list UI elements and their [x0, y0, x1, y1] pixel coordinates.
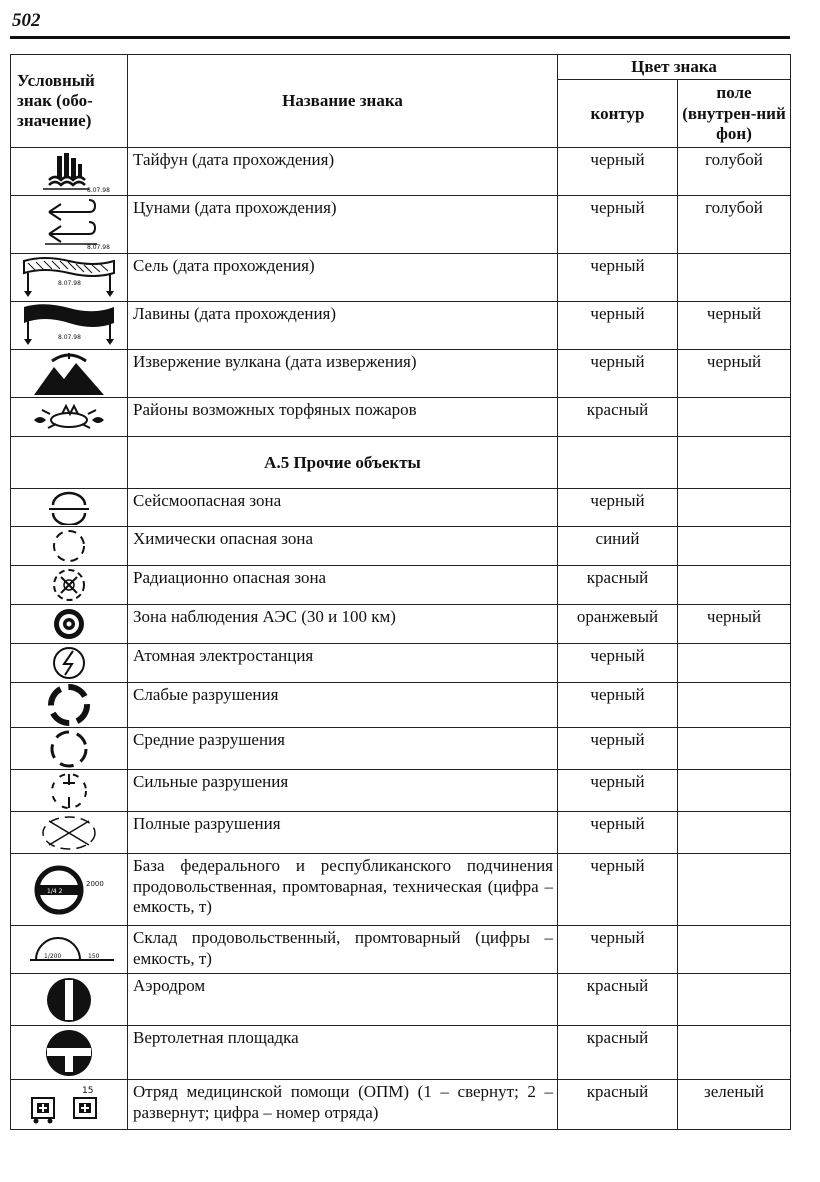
- airfield-icon: [11, 974, 128, 1026]
- svg-text:8.07.98: 8.07.98: [87, 243, 110, 251]
- table-row: [11, 644, 791, 683]
- svg-text:2000: 2000: [86, 879, 104, 888]
- row-contour: черный: [558, 148, 678, 196]
- table-row: [11, 1026, 791, 1080]
- row-name: Склад продовольственный, промтоварный (цифры – емкость, т): [128, 926, 558, 974]
- row-contour: черный: [558, 812, 678, 854]
- row-fill: [678, 398, 791, 437]
- table-row: [11, 728, 791, 770]
- helipad-icon: [11, 1026, 128, 1080]
- row-contour: красный: [558, 974, 678, 1026]
- header-fill: поле (внутрен-ний фон): [678, 80, 791, 148]
- row-fill: [678, 527, 791, 566]
- svg-text:1/4 2: 1/4 2: [47, 887, 63, 895]
- mudflow-icon: [11, 254, 128, 302]
- header-symbol: Условный знак (обо-значение): [11, 55, 128, 148]
- table-row: [11, 148, 791, 196]
- row-fill: [678, 854, 791, 926]
- medium-destruction-icon: [11, 728, 128, 770]
- radiation-zone-icon: [11, 566, 128, 605]
- nuclear-power-plant-icon: [11, 644, 128, 683]
- avalanche-icon: [11, 302, 128, 350]
- row-fill: [678, 770, 791, 812]
- svg-text:8.07.98: 8.07.98: [58, 333, 81, 341]
- row-contour: черный: [558, 350, 678, 398]
- svg-text:15: 15: [82, 1085, 94, 1096]
- svg-text:150: 150: [88, 952, 100, 960]
- row-contour: черный: [558, 644, 678, 683]
- table-row: [11, 1080, 791, 1130]
- row-fill: черный: [678, 350, 791, 398]
- svg-text:1/200: 1/200: [44, 952, 62, 960]
- row-fill: [678, 644, 791, 683]
- row-name: Сель (дата прохождения): [128, 254, 558, 302]
- peat-fire-icon: [11, 398, 128, 437]
- row-name: Слабые разрушения: [128, 683, 558, 728]
- row-fill: [678, 566, 791, 605]
- row-name: База федерального и республиканского подчинения продовольственная, промтоварная, техническая (цифра – емкость, т): [128, 854, 558, 926]
- seismic-zone-icon: [11, 489, 128, 527]
- row-name: Зона наблюдения АЭС (30 и 100 км): [128, 605, 558, 644]
- row-fill: зеленый: [678, 1080, 791, 1130]
- row-contour: черный: [558, 489, 678, 527]
- npp-observation-zone-icon: [11, 605, 128, 644]
- header-rule: [10, 36, 790, 39]
- row-name: Аэродром: [128, 974, 558, 1026]
- row-contour: черный: [558, 854, 678, 926]
- header-name: Название знака: [128, 55, 558, 148]
- row-contour: оранжевый: [558, 605, 678, 644]
- row-name: Тайфун (дата прохождения): [128, 148, 558, 196]
- row-name: Полные разрушения: [128, 812, 558, 854]
- symbols-table-container: [10, 54, 790, 1127]
- table-row: [11, 770, 791, 812]
- row-name: Сейсмоопасная зона: [128, 489, 558, 527]
- row-fill: [678, 489, 791, 527]
- row-contour: красный: [558, 398, 678, 437]
- tsunami-icon: [11, 196, 128, 254]
- row-fill: [678, 1026, 791, 1080]
- row-fill: черный: [678, 605, 791, 644]
- row-fill: [678, 812, 791, 854]
- section-row: [11, 437, 791, 489]
- chemical-zone-icon: [11, 527, 128, 566]
- typhoon-icon: [11, 148, 128, 196]
- table-row: [11, 398, 791, 437]
- page-number: 502: [12, 10, 41, 31]
- table-row: [11, 683, 791, 728]
- row-contour: красный: [558, 1026, 678, 1080]
- row-contour: черный: [558, 926, 678, 974]
- section-title: А.5 Прочие объекты: [128, 437, 558, 489]
- table-row: [11, 854, 791, 926]
- row-name: Цунами (дата прохождения): [128, 196, 558, 254]
- row-fill: голубой: [678, 196, 791, 254]
- volcano-icon: [11, 350, 128, 398]
- table-row: [11, 566, 791, 605]
- weak-destruction-icon: [11, 683, 128, 728]
- row-fill: [678, 926, 791, 974]
- table-row: [11, 527, 791, 566]
- header-contour: контур: [558, 80, 678, 148]
- row-name: Атомная электростанция: [128, 644, 558, 683]
- svg-text:8.07.98: 8.07.98: [58, 279, 81, 287]
- row-contour: красный: [558, 566, 678, 605]
- header-color-group: Цвет знака: [558, 55, 791, 80]
- table-row: [11, 302, 791, 350]
- row-fill: голубой: [678, 148, 791, 196]
- section-empty-cell: [11, 437, 128, 489]
- row-name: Районы возможных торфяных пожаров: [128, 398, 558, 437]
- table-row: [11, 350, 791, 398]
- medical-unit-icon: [11, 1080, 128, 1130]
- table-row: [11, 489, 791, 527]
- row-name: Средние разрушения: [128, 728, 558, 770]
- row-fill: [678, 683, 791, 728]
- row-contour: черный: [558, 683, 678, 728]
- table-row: [11, 812, 791, 854]
- row-contour: черный: [558, 196, 678, 254]
- row-fill: [678, 728, 791, 770]
- full-destruction-icon: [11, 812, 128, 854]
- row-name: Вертолетная площадка: [128, 1026, 558, 1080]
- symbols-table: [10, 54, 791, 1130]
- row-name: Лавины (дата прохождения): [128, 302, 558, 350]
- warehouse-icon: [11, 926, 128, 974]
- row-fill: [678, 254, 791, 302]
- section-empty-cell: [558, 437, 678, 489]
- row-contour: черный: [558, 770, 678, 812]
- federal-base-icon: [11, 854, 128, 926]
- table-row: [11, 926, 791, 974]
- row-fill: черный: [678, 302, 791, 350]
- svg-text:8.07.98: 8.07.98: [87, 186, 110, 194]
- strong-destruction-icon: [11, 770, 128, 812]
- table-row: [11, 974, 791, 1026]
- row-name: Отряд медицинской помощи (ОПМ) (1 – свернут; 2 – развернут; цифра – номер отряда): [128, 1080, 558, 1130]
- table-row: [11, 605, 791, 644]
- row-name: Химически опасная зона: [128, 527, 558, 566]
- row-fill: [678, 974, 791, 1026]
- row-name: Извержение вулкана (дата извержения): [128, 350, 558, 398]
- row-contour: черный: [558, 254, 678, 302]
- row-name: Радиационно опасная зона: [128, 566, 558, 605]
- row-name: Сильные разрушения: [128, 770, 558, 812]
- table-row: [11, 196, 791, 254]
- row-contour: синий: [558, 527, 678, 566]
- table-row: [11, 254, 791, 302]
- row-contour: красный: [558, 1080, 678, 1130]
- section-empty-cell: [678, 437, 791, 489]
- row-contour: черный: [558, 302, 678, 350]
- row-contour: черный: [558, 728, 678, 770]
